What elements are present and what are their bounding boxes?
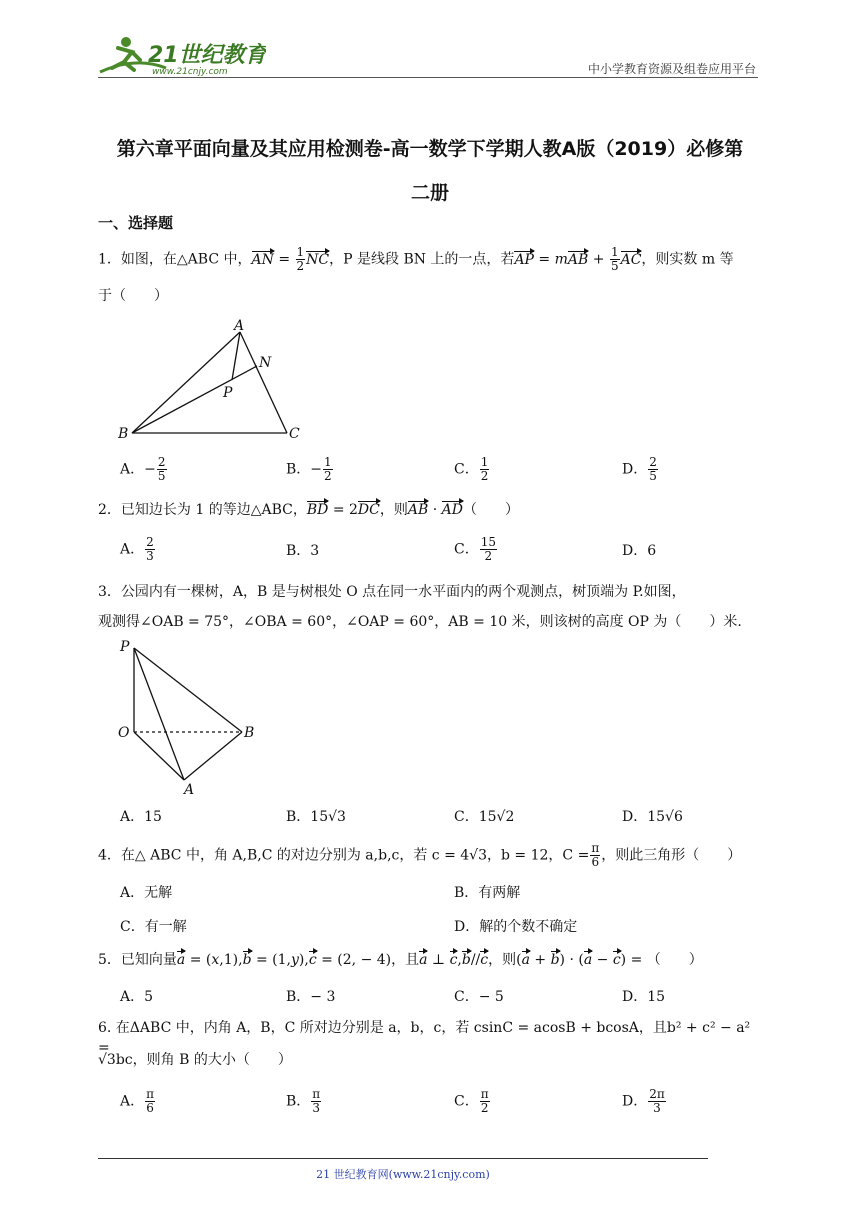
svg-text:C: C xyxy=(289,426,300,442)
q6-option-d[interactable]: D． $\frac{2\pi}{3}$ xyxy=(622,1087,665,1115)
q4-option-c[interactable]: C．有一解 xyxy=(120,919,187,935)
svg-text:P: P xyxy=(223,385,233,401)
q1-triangle-figure xyxy=(112,316,312,444)
platform-name: 中小学教育资源及组卷应用平台 xyxy=(587,62,756,76)
q4-option-d[interactable]: D．解的个数不确定 xyxy=(454,919,578,935)
q5-option-a[interactable]: A．5 xyxy=(120,989,154,1005)
doc-title-line1: 第六章平面向量及其应用检测卷-高一数学下学期人教A版（2019）必修第 xyxy=(116,138,744,160)
q6-option-c[interactable]: C． $\frac{\pi}{2}$ xyxy=(454,1087,489,1115)
q3-option-b[interactable]: B．15√3 xyxy=(286,809,346,825)
q1-stem: 1．如图，在△ABC 中，AN = $\frac{1}{2}$ NC，P 是线段 BN 上的一点，若AP = mAB + $\frac{1}{5}$ AC，则实数 m 等 xyxy=(98,245,734,273)
section-heading: 一、选择题 xyxy=(98,214,174,232)
q5-stem: 5．已知向量a = (x,1),b = (1,y),c = (2, − 4)，且a ⊥ c,b//c，则(a + b) · (a − c) = （ ） xyxy=(98,952,703,968)
logo-url: www.21cnjy.com xyxy=(152,67,228,77)
q2-option-d[interactable]: D．6 xyxy=(622,543,657,559)
q6-option-b[interactable]: B． $\frac{\pi}{3}$ xyxy=(286,1087,321,1115)
svg-text:O: O xyxy=(118,725,130,741)
svg-text:B: B xyxy=(244,725,255,741)
q2-stem: 2．已知边长为 1 的等边△ABC，BD = 2DC，则AB · AD（ ） xyxy=(98,502,519,518)
svg-text:N: N xyxy=(259,355,272,371)
logo-text: 21世纪教育 xyxy=(148,43,266,68)
q5-option-d[interactable]: D．15 xyxy=(622,989,666,1005)
q1-option-b[interactable]: B．− $\frac{1}{2}$ xyxy=(286,455,332,483)
q6-option-a[interactable]: A． $\frac{\pi}{6}$ xyxy=(120,1087,155,1115)
q2-option-c[interactable]: C． $\frac{15}{2}$ xyxy=(454,535,496,563)
q5-option-c[interactable]: C．− 5 xyxy=(454,989,504,1005)
q2-option-a[interactable]: A． $\frac{2}{3}$ xyxy=(120,535,154,563)
q1-stem-cont: 于（ ） xyxy=(98,288,168,304)
q1-option-d[interactable]: D． $\frac{2}{5}$ xyxy=(622,455,657,483)
footer-divider xyxy=(98,1158,708,1159)
q3-stem-line1: 3．公园内有一棵树，A，B 是与树根处 O 点在同一水平面内的两个观测点，树顶端为 P.如图， xyxy=(98,584,686,600)
header-divider xyxy=(98,77,758,78)
q1-option-a[interactable]: A．− $\frac{2}{5}$ xyxy=(120,455,166,483)
q6-stem-line2: √3bc，则角 B 的大小（ ） xyxy=(98,1052,292,1068)
q4-option-a[interactable]: A．无解 xyxy=(120,885,173,901)
svg-text:B: B xyxy=(118,426,129,442)
footer-text[interactable]: 21 世纪教育网(www.21cnjy.com) xyxy=(316,1168,490,1181)
q4-option-b[interactable]: B．有两解 xyxy=(454,885,521,901)
q3-tree-figure xyxy=(112,636,272,798)
q3-option-d[interactable]: D．15√6 xyxy=(622,809,683,825)
q4-stem: 4．在△ ABC 中，角 A,B,C 的对边分别为 a,b,c，若 c = 4√3，b = 12，C = $\frac{\pi}{6}$ ，则此三角形（ ） xyxy=(98,841,742,869)
q6-stem-line1: 6. 在ΔABC 中，内角 A，B，C 所对边分别是 a，b，c，若 csinC = acosB + bcosA，且b² + c² − a² = xyxy=(98,1020,751,1056)
q5-option-b[interactable]: B．− 3 xyxy=(286,989,336,1005)
q3-option-c[interactable]: C．15√2 xyxy=(454,809,515,825)
q3-stem-line2: 观测得∠OAB = 75°，∠OBA = 60°，∠OAP = 60°，AB = 10 米，则该树的高度 OP 为（ ）米. xyxy=(98,614,742,630)
q1-option-c[interactable]: C． $\frac{1}{2}$ xyxy=(454,455,489,483)
svg-text:A: A xyxy=(234,318,245,334)
site-logo xyxy=(96,34,266,78)
q2-option-b[interactable]: B．3 xyxy=(286,543,320,559)
svg-text:P: P xyxy=(120,639,130,655)
svg-text:A: A xyxy=(184,782,195,798)
q3-option-a[interactable]: A．15 xyxy=(120,809,162,825)
doc-title-line2: 二册 xyxy=(410,182,449,204)
